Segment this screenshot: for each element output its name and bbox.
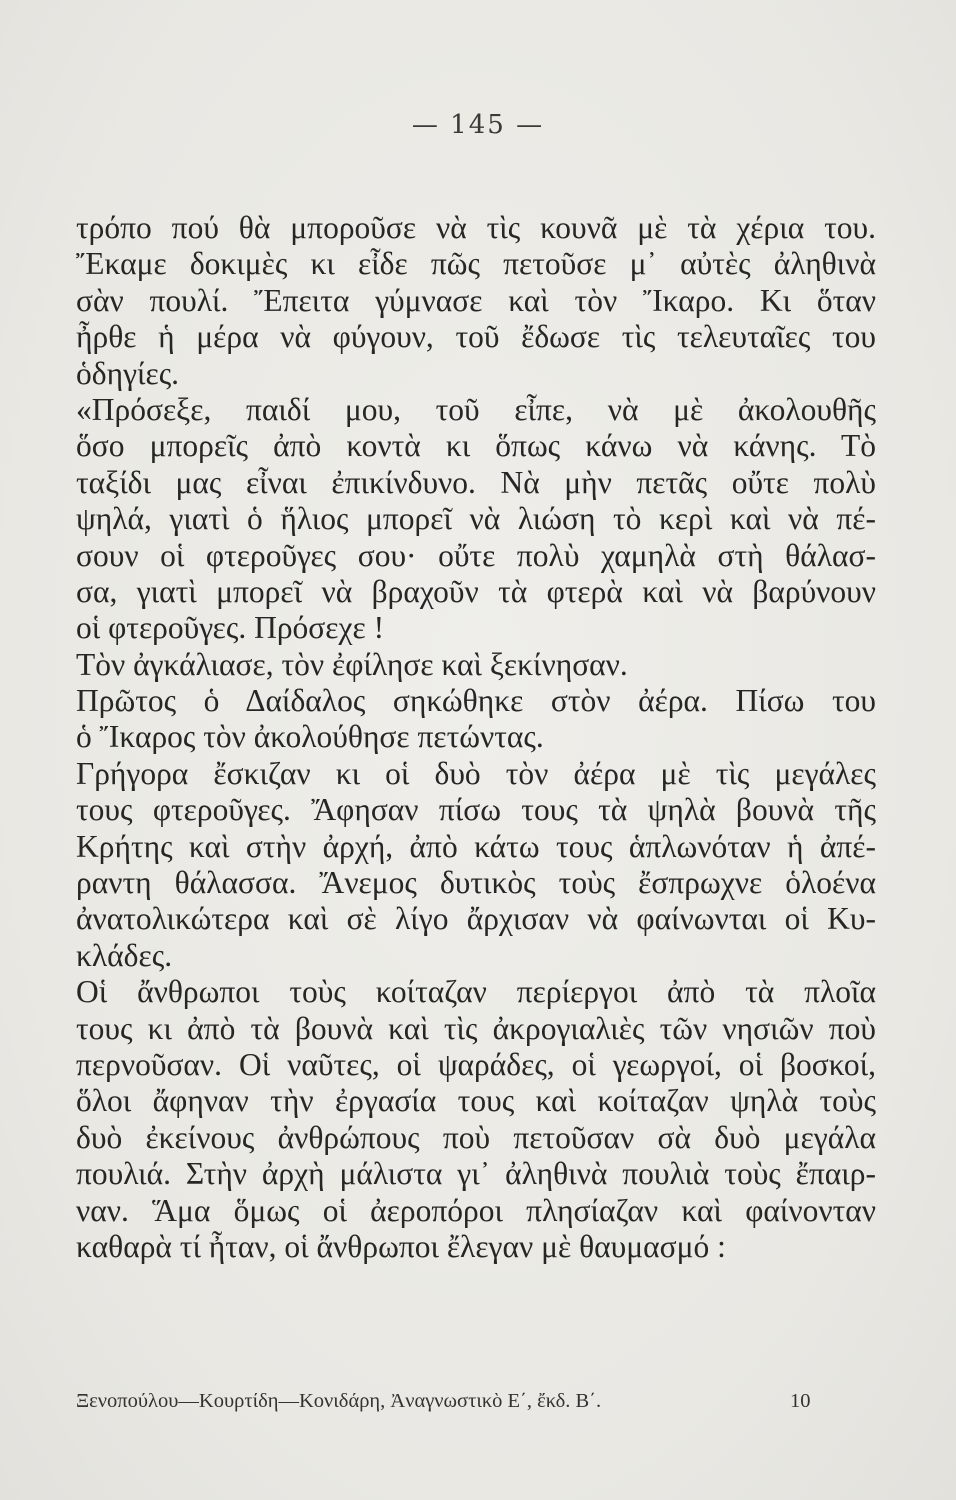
text-line: σὰν πουλί. Ἔπειτα γύμνασε καὶ τὸν Ἴκαρο. Κι ὅταν	[76, 282, 876, 318]
text-line: ἀνατολικώτερα καὶ σὲ λίγο ἄρχισαν νὰ φαίνωνται οἱ Κυ-	[76, 901, 876, 937]
paragraph-5	[76, 756, 876, 974]
paragraph-1	[76, 210, 876, 392]
text-line: ὅσο μπορεῖς ἀπὸ κοντὰ κι ὅπως κάνω νὰ κάνης. Τὸ	[76, 428, 876, 464]
text-line: τρόπο πού θὰ μποροῦσε νὰ τὶς κουνᾶ μὲ τὰ χέρια του.	[76, 210, 876, 245]
text-line: τους κι ἀπὸ τὰ βουνὰ καὶ τὶς ἀκρογιαλιὲς τῶν νησιῶν ποὺ	[76, 1010, 876, 1046]
text-line: Πρῶτος ὁ Δαίδαλος σηκώθηκε στὸν ἀέρα. Πίσω του	[76, 683, 876, 719]
signature-number: 10	[790, 1390, 811, 1412]
text-line: Κρήτης καὶ στὴν ἀρχή, ἀπὸ κάτω τους ἁπλωνόταν ἡ ἀπέ-	[76, 828, 876, 864]
text-line: Οἱ ἄνθρωποι τοὺς κοίταζαν περίεργοι ἀπὸ τὰ πλοῖα	[76, 974, 876, 1010]
paragraph-4	[76, 683, 876, 756]
text-line: Γρήγορα ἔσκιζαν κι οἱ δυὸ τὸν ἀέρα μὲ τὶς μεγάλες	[76, 755, 876, 791]
text-line: ναν. Ἅμα ὅμως οἱ ἀεροπόροι πλησίαζαν καὶ φαίνονταν	[76, 1192, 876, 1228]
text-line: Τὸν ἀγκάλιασε, τὸν ἐφίλησε καὶ ξεκίνησαν.	[76, 646, 628, 682]
text-line: κλάδες.	[76, 937, 173, 973]
text-line: ψηλά, γιατὶ ὁ ἥλιος μπορεῖ νὰ λιώση τὸ κερὶ καὶ νὰ πέ-	[76, 501, 876, 537]
text-line: σουν οἱ φτεροῦγες σου· οὔτε πολὺ χαμηλὰ στὴ θάλασ-	[76, 537, 876, 573]
paragraph-6	[76, 974, 876, 1265]
text-line: ὁδηγίες.	[76, 355, 180, 391]
text-line: «Πρόσεξε, παιδί μου, τοῦ εἶπε, νὰ μὲ ἀκολουθῆς	[76, 391, 876, 427]
text-line: ταξίδι μας εἶναι ἐπικίνδυνο. Νὰ μὴν πετᾶς οὔτε πολὺ	[76, 464, 876, 500]
text-line: οἱ φτεροῦγες. Πρόσεχε !	[76, 610, 385, 646]
text-line: ἦρθε ἡ μέρα νὰ φύγουν, τοῦ ἔδωσε τὶς τελευταῖες του	[76, 319, 876, 355]
text-line: καθαρὰ τί ἦταν, οἱ ἄνθρωποι ἔλεγαν μὲ θαυμασμό :	[76, 1228, 726, 1264]
page-number: — 145 —	[411, 110, 545, 140]
text-line: δυὸ ἐκείνους ἀνθρώπους ποὺ πετοῦσαν σὰ δυὸ μεγάλα	[76, 1119, 876, 1155]
paragraph-2	[76, 392, 876, 647]
footer-citation: Ξενοπούλου—Κουρτίδη—Κονιδάρη, Ἀναγνωστικὸ Ε΄, ἔκδ. Β΄.	[76, 1390, 602, 1412]
body-text	[76, 210, 876, 1265]
text-line: τους φτεροῦγες. Ἄφησαν πίσω τους τὰ ψηλὰ βουνὰ τῆς	[76, 792, 876, 828]
text-line: ὅλοι ἄφηναν τὴν ἐργασία τους καὶ κοίταζαν ψηλὰ τοὺς	[76, 1083, 876, 1119]
page-footer	[76, 1390, 816, 1413]
text-line: Ἔκαμε δοκιμὲς κι εἶδε πῶς πετοῦσε μ᾽ αὐτὲς ἀληθινὰ	[76, 246, 876, 282]
text-line: ραντη θάλασσα. Ἄνεμος δυτικὸς τοὺς ἔσπρωχνε ὁλοένα	[76, 865, 876, 901]
paragraph-3	[76, 647, 876, 683]
text-line: περνοῦσαν. Οἱ ναῦτες, οἱ ψαράδες, οἱ γεωργοί, οἱ βοσκοί,	[76, 1046, 876, 1082]
text-line: πουλιά. Στὴν ἀρχὴ μάλιστα γι᾽ ἀληθινὰ πουλιὰ τοὺς ἔπαιρ-	[76, 1156, 876, 1192]
text-line: σα, γιατὶ μπορεῖ νὰ βραχοῦν τὰ φτερὰ καὶ νὰ βαρύνουν	[76, 573, 876, 609]
text-line: ὁ Ἴκαρος τὸν ἀκολούθησε πετώντας.	[76, 719, 544, 755]
